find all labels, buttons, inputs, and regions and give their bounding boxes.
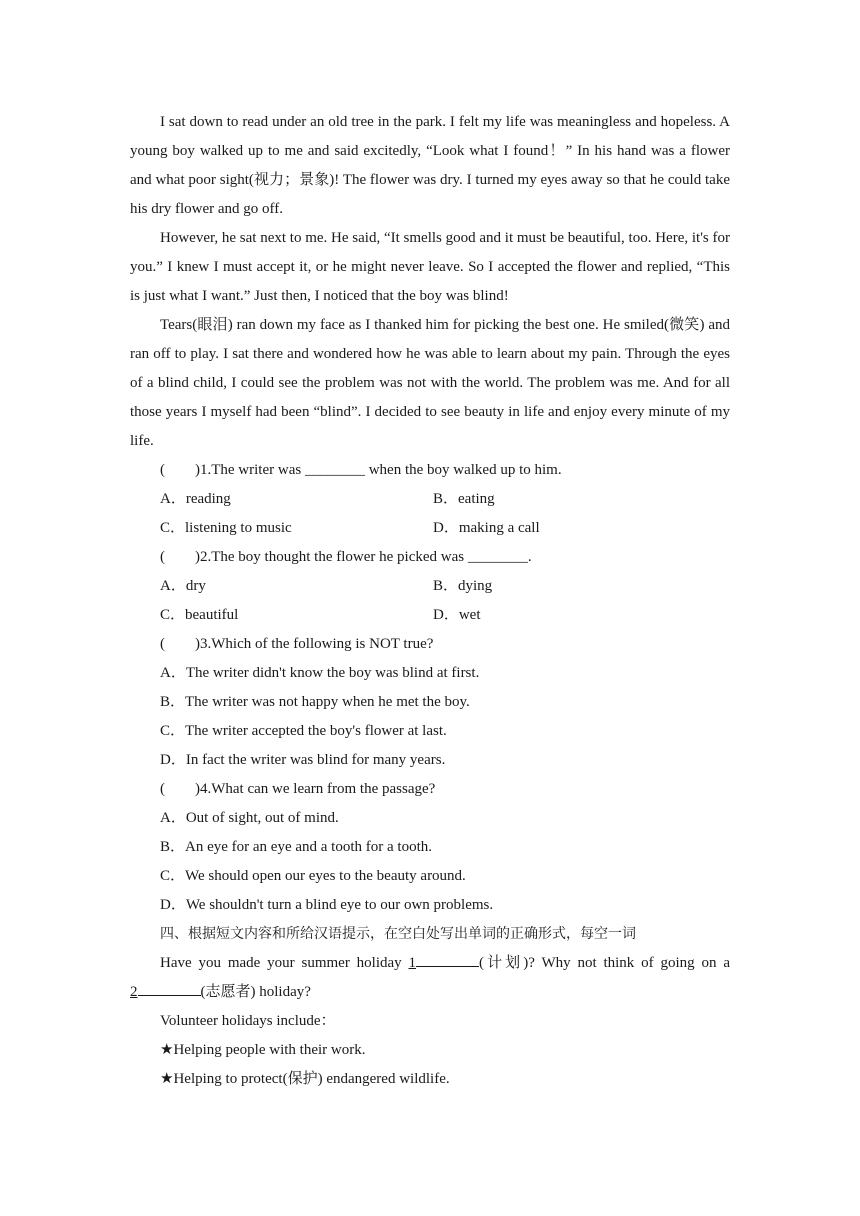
- question-3-option-d: D．In fact the writer was blind for many years.: [160, 752, 446, 768]
- section-4-heading: 四、根据短文内容和所给汉语提示，在空白处写出单词的正确形式，每空一词: [160, 926, 636, 942]
- passage-paragraph-3: Tears(眼泪) ran down my face as I thanked him for picking the best one. He smiled(微笑) and ran off to play. I sat there and wondered how he was able to learn about my pain. Through the eyes of a blind child, I could see the problem was not with the world. The problem was me. And for all those years I myself had been “blind”. I decided to see beauty in life and enjoy every minute of my life.: [130, 317, 730, 449]
- question-4-option-a: A．Out of sight, out of mind.: [160, 810, 339, 826]
- question-1-option-a: A．reading: [160, 491, 231, 507]
- question-3-option-c: C．The writer accepted the boy's flower at last.: [160, 723, 447, 739]
- volunteer-intro: Volunteer holidays include：: [160, 1013, 336, 1029]
- question-1-option-d: D．making a call: [433, 520, 540, 536]
- question-1-options-row-2: [130, 514, 730, 543]
- volunteer-item-1: ★Helping people with their work.: [160, 1042, 366, 1058]
- question-4-option-b: B．An eye for an eye and a tooth for a tooth.: [160, 839, 432, 855]
- question-2-option-d: D．wet: [433, 607, 481, 623]
- blank-2[interactable]: [138, 979, 201, 996]
- question-4-option-d: D．We shouldn't turn a blind eye to our own problems.: [160, 897, 494, 913]
- question-2-option-b: B．dying: [433, 578, 493, 594]
- question-2-option-a: A．dry: [160, 578, 206, 594]
- blank-1[interactable]: [416, 950, 479, 967]
- blank-1-number: 1: [408, 955, 416, 971]
- question-3-option-b: B．The writer was not happy when he met the boy.: [160, 694, 470, 710]
- cloze-line-2: [130, 978, 730, 1007]
- blank-2-number: 2: [130, 984, 138, 1000]
- question-1-options-row-1: [130, 485, 730, 514]
- cloze-line-1: [130, 949, 730, 978]
- question-2-stem: ( )2.The boy thought the flower he picked was ________.: [160, 549, 532, 565]
- question-1-option-c: C．listening to music: [160, 520, 292, 536]
- content-column: [130, 108, 730, 1094]
- question-1-option-b: B．eating: [433, 491, 495, 507]
- question-1-stem: ( )1.The writer was ________ when the boy walked up to him.: [160, 462, 562, 478]
- cloze-line-1-hint: (计划)? Why not think of going on a: [478, 955, 730, 971]
- passage-paragraph-2: However, he sat next to me. He said, “It smells good and it must be beautiful, too. Here, it's for you.” I knew I must accept it, or he might never leave. So I accepted the flower and replied, “This is just what I want.” Just then, I noticed that the boy was blind!: [130, 230, 730, 304]
- question-3-option-a: A．The writer didn't know the boy was blind at first.: [160, 665, 480, 681]
- cloze-line-1-text: Have you made your summer holiday: [160, 955, 409, 971]
- question-4-stem: ( )4.What can we learn from the passage?: [160, 781, 436, 797]
- question-4-option-c: C．We should open our eyes to the beauty around.: [160, 868, 466, 884]
- question-2-options-row-1: [130, 572, 730, 601]
- question-3-stem: ( )3.Which of the following is NOT true?: [160, 636, 434, 652]
- question-2-option-c: C．beautiful: [160, 607, 239, 623]
- question-2-options-row-2: [130, 601, 730, 630]
- passage-paragraph-1: I sat down to read under an old tree in the park. I felt my life was meaningless and hopeless. A young boy walked up to me and said excitedly, “Look what I found！” In his hand was a flower and what poor sight(视力；景象)! The flower was dry. I turned my eyes away so that he could take his dry flower and go off.: [130, 114, 730, 217]
- volunteer-item-2: ★Helping to protect(保护) endangered wildlife.: [160, 1071, 450, 1087]
- cloze-line-2-text: (志愿者) holiday?: [200, 984, 311, 1000]
